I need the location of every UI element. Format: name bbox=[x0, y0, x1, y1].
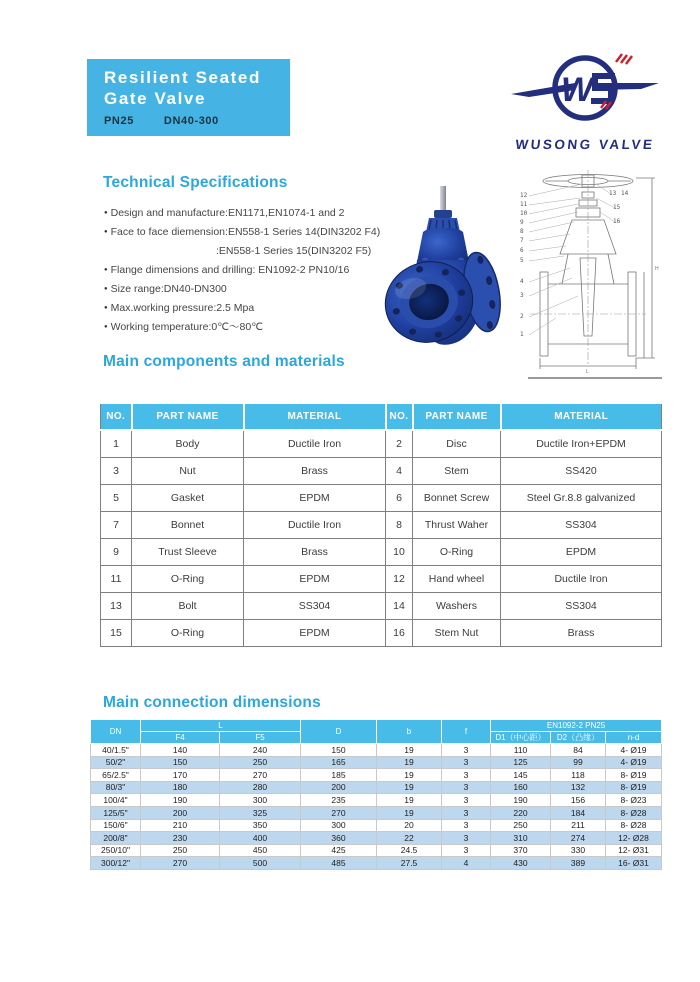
spec-item bbox=[104, 299, 404, 318]
dimensions-cell: 19 bbox=[377, 794, 442, 807]
dimensions-cell: 274 bbox=[551, 832, 606, 845]
section-heading-dimensions: Main connection dimensions bbox=[103, 694, 321, 711]
dimensions-cell: 24.5 bbox=[377, 844, 442, 857]
components-cell: Trust Sleeve bbox=[132, 538, 244, 565]
dimensions-cell: 360 bbox=[301, 832, 377, 845]
bullet-icon: ● bbox=[104, 324, 108, 330]
dimensions-cell: 500 bbox=[220, 857, 301, 870]
dimensions-cell: 250 bbox=[141, 844, 220, 857]
section-heading-components: Main components and materials bbox=[103, 353, 345, 370]
dimensions-cell: 184 bbox=[551, 806, 606, 819]
spec-text: Size range:DN40-DN300 bbox=[110, 283, 227, 295]
dimensions-cell: 3 bbox=[442, 769, 491, 782]
spec-item bbox=[104, 280, 404, 299]
col-l: L bbox=[141, 720, 301, 732]
components-cell: 5 bbox=[101, 484, 132, 511]
components-cell: 16 bbox=[386, 619, 413, 646]
components-cell: 2 bbox=[386, 430, 413, 457]
dimensions-row bbox=[91, 781, 662, 794]
valve-drawing bbox=[512, 168, 664, 386]
drawing-callout: 6 bbox=[520, 247, 524, 254]
components-cell: 9 bbox=[101, 538, 132, 565]
dimensions-cell: 230 bbox=[141, 832, 220, 845]
spec-text: Max.working pressure:2.5 Mpa bbox=[110, 302, 255, 314]
dimensions-cell: 190 bbox=[491, 794, 551, 807]
col-f: f bbox=[442, 720, 491, 744]
dimensions-row bbox=[91, 756, 662, 769]
drawing-callout: 13 bbox=[609, 190, 617, 197]
spec-item bbox=[104, 223, 404, 242]
logo-monogram-w: W bbox=[561, 71, 594, 109]
dimensions-cell: 389 bbox=[551, 857, 606, 870]
components-cell: 14 bbox=[386, 592, 413, 619]
components-cell: 13 bbox=[101, 592, 132, 619]
components-cell: Disc bbox=[413, 430, 501, 457]
dimensions-cell: 250 bbox=[491, 819, 551, 832]
dimensions-cell: 160 bbox=[491, 781, 551, 794]
dimensions-cell: 118 bbox=[551, 769, 606, 782]
pressure-rating: PN25 bbox=[104, 115, 134, 127]
components-header-row bbox=[101, 403, 662, 430]
dimensions-table bbox=[90, 719, 662, 870]
drawing-callout: 2 bbox=[520, 313, 524, 320]
product-title-line2: Gate Valve bbox=[104, 89, 207, 108]
components-cell: O-Ring bbox=[413, 538, 501, 565]
components-row bbox=[101, 565, 662, 592]
col-d2: D2（凸缘） bbox=[551, 732, 606, 744]
dimensions-cell: 8- Ø19 bbox=[606, 769, 662, 782]
components-row bbox=[101, 484, 662, 511]
dimensions-cell: 19 bbox=[377, 756, 442, 769]
dimensions-cell: 270 bbox=[141, 857, 220, 870]
dimensions-cell: 370 bbox=[491, 844, 551, 857]
dimensions-row bbox=[91, 857, 662, 870]
components-cell: Gasket bbox=[132, 484, 244, 511]
drawing-callout: 5 bbox=[520, 257, 524, 264]
components-cell: EPDM bbox=[244, 484, 386, 511]
col-material-1: MATERIAL bbox=[244, 403, 386, 430]
components-cell: EPDM bbox=[244, 565, 386, 592]
dimensions-row bbox=[91, 744, 662, 757]
components-cell: SS420 bbox=[501, 457, 662, 484]
section-heading-specs: Technical Specifications bbox=[103, 174, 288, 191]
wusong-logo-icon bbox=[503, 46, 667, 130]
spec-text: :EN558-1 Series 15(DIN3202 F5) bbox=[216, 245, 372, 257]
dimensions-cell: 450 bbox=[220, 844, 301, 857]
components-row bbox=[101, 511, 662, 538]
dimensions-cell: 150/6" bbox=[91, 819, 141, 832]
dimensions-row bbox=[91, 844, 662, 857]
drawing-callout: 1 bbox=[520, 331, 524, 338]
dimensions-cell: 200 bbox=[301, 781, 377, 794]
components-cell: 8 bbox=[386, 511, 413, 538]
components-cell: Brass bbox=[244, 457, 386, 484]
dimensions-cell: 200 bbox=[141, 806, 220, 819]
dimensions-cell: 12- Ø31 bbox=[606, 844, 662, 857]
dimensions-cell: 8- Ø28 bbox=[606, 819, 662, 832]
dimensions-cell: 235 bbox=[301, 794, 377, 807]
dimensions-cell: 4- Ø19 bbox=[606, 744, 662, 757]
col-partname-2: PART NAME bbox=[413, 403, 501, 430]
dimensions-cell: 12- Ø28 bbox=[606, 832, 662, 845]
spec-text: Flange dimensions and drilling: EN1092-2 PN10/16 bbox=[110, 264, 350, 276]
components-cell: Ductile Iron bbox=[244, 430, 386, 457]
components-cell: 10 bbox=[386, 538, 413, 565]
col-material-2: MATERIAL bbox=[501, 403, 662, 430]
col-f4: F4 bbox=[141, 732, 220, 744]
dimensions-cell: 150 bbox=[141, 756, 220, 769]
dimensions-cell: 8- Ø19 bbox=[606, 781, 662, 794]
dimensions-row bbox=[91, 794, 662, 807]
components-cell: Bonnet bbox=[132, 511, 244, 538]
bullet-icon: ● bbox=[104, 229, 108, 235]
dimensions-cell: 145 bbox=[491, 769, 551, 782]
col-d: D bbox=[301, 720, 377, 744]
drawing-callout: 14 bbox=[621, 190, 629, 197]
components-cell: 3 bbox=[101, 457, 132, 484]
dimensions-cell: 300 bbox=[301, 819, 377, 832]
components-cell: Ductile Iron bbox=[501, 565, 662, 592]
col-no-1: NO. bbox=[101, 403, 132, 430]
dimensions-cell: 3 bbox=[442, 844, 491, 857]
components-cell: 6 bbox=[386, 484, 413, 511]
dimensions-cell: 430 bbox=[491, 857, 551, 870]
dimensions-cell: 485 bbox=[301, 857, 377, 870]
dimensions-cell: 65/2.5" bbox=[91, 769, 141, 782]
components-cell: Thrust Waher bbox=[413, 511, 501, 538]
components-cell: Body bbox=[132, 430, 244, 457]
drawing-callout: 15 bbox=[613, 204, 621, 211]
company-logo bbox=[503, 46, 667, 152]
components-cell: Stem bbox=[413, 457, 501, 484]
dimensions-cell: 240 bbox=[220, 744, 301, 757]
dimensions-row bbox=[91, 819, 662, 832]
spec-item bbox=[216, 242, 404, 261]
bullet-icon: ● bbox=[104, 210, 108, 216]
drawing-callout: 8 bbox=[520, 228, 524, 235]
col-f5: F5 bbox=[220, 732, 301, 744]
dimensions-row bbox=[91, 769, 662, 782]
components-cell: Bolt bbox=[132, 592, 244, 619]
dimensions-cell: 250/10" bbox=[91, 844, 141, 857]
spec-list bbox=[104, 204, 404, 337]
col-nd: n-d bbox=[606, 732, 662, 744]
dimensions-cell: 325 bbox=[220, 806, 301, 819]
components-cell: Brass bbox=[501, 619, 662, 646]
col-partname-1: PART NAME bbox=[132, 403, 244, 430]
dimensions-cell: 80/3" bbox=[91, 781, 141, 794]
dimensions-cell: 3 bbox=[442, 819, 491, 832]
components-cell: SS304 bbox=[501, 511, 662, 538]
dimensions-cell: 19 bbox=[377, 806, 442, 819]
drawing-callout: 16 bbox=[613, 218, 621, 225]
spec-text: Design and manufacture:EN1171,EN1074-1 and 2 bbox=[110, 207, 345, 219]
components-cell: Washers bbox=[413, 592, 501, 619]
product-title-line1: Resilient Seated bbox=[104, 68, 261, 87]
dimensions-tbody bbox=[91, 744, 662, 870]
dimensions-cell: 3 bbox=[442, 806, 491, 819]
components-cell: 12 bbox=[386, 565, 413, 592]
components-cell: Brass bbox=[244, 538, 386, 565]
product-title-block bbox=[87, 59, 290, 136]
components-cell: O-Ring bbox=[132, 619, 244, 646]
components-cell: Ductile Iron+EPDM bbox=[501, 430, 662, 457]
components-cell: Ductile Iron bbox=[244, 511, 386, 538]
dimensions-cell: 270 bbox=[220, 769, 301, 782]
dimensions-cell: 100/4" bbox=[91, 794, 141, 807]
dimensions-cell: 19 bbox=[377, 781, 442, 794]
dimensions-cell: 3 bbox=[442, 781, 491, 794]
components-cell: Hand wheel bbox=[413, 565, 501, 592]
components-table bbox=[100, 402, 662, 647]
dimensions-cell: 3 bbox=[442, 794, 491, 807]
dim-label-l: L bbox=[586, 369, 589, 375]
dimensions-header-row1 bbox=[91, 720, 662, 732]
bullet-icon: ● bbox=[104, 305, 108, 311]
components-cell: SS304 bbox=[244, 592, 386, 619]
dimensions-cell: 350 bbox=[220, 819, 301, 832]
components-row bbox=[101, 619, 662, 646]
dimensions-cell: 156 bbox=[551, 794, 606, 807]
components-cell: Nut bbox=[132, 457, 244, 484]
components-tbody bbox=[101, 430, 662, 646]
spec-item bbox=[104, 261, 404, 280]
dimensions-cell: 3 bbox=[442, 744, 491, 757]
dimensions-cell: 132 bbox=[551, 781, 606, 794]
drawing-callout: 9 bbox=[520, 219, 524, 226]
dimensions-cell: 300/12" bbox=[91, 857, 141, 870]
components-cell: SS304 bbox=[501, 592, 662, 619]
drawing-callout: 4 bbox=[520, 278, 524, 285]
dimensions-cell: 99 bbox=[551, 756, 606, 769]
dimensions-cell: 270 bbox=[301, 806, 377, 819]
spec-text: Working temperature:0℃～80℃ bbox=[110, 321, 263, 333]
brand-name: WUSONG VALVE bbox=[514, 137, 656, 152]
dimensions-cell: 250 bbox=[220, 756, 301, 769]
dimensions-cell: 22 bbox=[377, 832, 442, 845]
components-cell: 15 bbox=[101, 619, 132, 646]
drawing-callout: 3 bbox=[520, 292, 524, 299]
drawing-callout: 7 bbox=[520, 237, 524, 244]
dimensions-cell: 84 bbox=[551, 744, 606, 757]
components-cell: 4 bbox=[386, 457, 413, 484]
dimensions-cell: 210 bbox=[141, 819, 220, 832]
dimensions-row bbox=[91, 806, 662, 819]
dimensions-cell: 425 bbox=[301, 844, 377, 857]
dimensions-row bbox=[91, 832, 662, 845]
spec-item bbox=[104, 318, 404, 337]
dimensions-cell: 180 bbox=[141, 781, 220, 794]
dimensions-cell: 140 bbox=[141, 744, 220, 757]
dimensions-cell: 19 bbox=[377, 744, 442, 757]
dimensions-cell: 150 bbox=[301, 744, 377, 757]
dimensions-cell: 19 bbox=[377, 769, 442, 782]
dimensions-cell: 280 bbox=[220, 781, 301, 794]
dimensions-cell: 330 bbox=[551, 844, 606, 857]
components-cell: 1 bbox=[101, 430, 132, 457]
dimensions-cell: 40/1.5" bbox=[91, 744, 141, 757]
components-cell: 11 bbox=[101, 565, 132, 592]
dimensions-cell: 190 bbox=[141, 794, 220, 807]
dimensions-cell: 211 bbox=[551, 819, 606, 832]
dimensions-cell: 16- Ø31 bbox=[606, 857, 662, 870]
dimensions-cell: 50/2" bbox=[91, 756, 141, 769]
col-en1092: EN1092-2 PN25 bbox=[491, 720, 662, 732]
bullet-icon: ● bbox=[104, 286, 108, 292]
size-range: DN40-300 bbox=[163, 115, 219, 127]
dimensions-cell: 400 bbox=[220, 832, 301, 845]
dimensions-cell: 27.5 bbox=[377, 857, 442, 870]
dimensions-cell: 3 bbox=[442, 832, 491, 845]
components-row bbox=[101, 538, 662, 565]
dimensions-cell: 8- Ø28 bbox=[606, 806, 662, 819]
components-cell: Bonnet Screw bbox=[413, 484, 501, 511]
valve-photo bbox=[383, 186, 505, 358]
dimensions-cell: 300 bbox=[220, 794, 301, 807]
dimensions-cell: 8- Ø23 bbox=[606, 794, 662, 807]
dimensions-cell: 125 bbox=[491, 756, 551, 769]
valve-drawing-lines bbox=[512, 168, 664, 386]
components-cell: Stem Nut bbox=[413, 619, 501, 646]
dimensions-cell: 3 bbox=[442, 756, 491, 769]
components-cell: 7 bbox=[101, 511, 132, 538]
components-cell: EPDM bbox=[501, 538, 662, 565]
components-row bbox=[101, 592, 662, 619]
dimensions-cell: 220 bbox=[491, 806, 551, 819]
components-cell: EPDM bbox=[244, 619, 386, 646]
spec-text: Face to face diemension:EN558-1 Series 14(DIN3202 F4) bbox=[110, 226, 381, 238]
drawing-callout: 11 bbox=[520, 201, 528, 208]
dimensions-cell: 110 bbox=[491, 744, 551, 757]
valve-stem bbox=[440, 186, 446, 214]
dimensions-cell: 4- Ø19 bbox=[606, 756, 662, 769]
dimensions-cell: 170 bbox=[141, 769, 220, 782]
dimensions-cell: 125/5" bbox=[91, 806, 141, 819]
spec-item bbox=[104, 204, 404, 223]
col-no-2: NO. bbox=[386, 403, 413, 430]
col-d1: D1（中心距） bbox=[491, 732, 551, 744]
bullet-icon: ● bbox=[104, 267, 108, 273]
components-row bbox=[101, 457, 662, 484]
dimensions-cell: 185 bbox=[301, 769, 377, 782]
dimensions-cell: 310 bbox=[491, 832, 551, 845]
components-cell: O-Ring bbox=[132, 565, 244, 592]
components-row bbox=[101, 430, 662, 457]
dim-label-h: H bbox=[655, 266, 659, 272]
drawing-callout: 12 bbox=[520, 192, 528, 199]
dimensions-cell: 20 bbox=[377, 819, 442, 832]
components-cell: Steel Gr.8.8 galvanized bbox=[501, 484, 662, 511]
dimensions-cell: 165 bbox=[301, 756, 377, 769]
col-b: b bbox=[377, 720, 442, 744]
col-dn: DN bbox=[91, 720, 141, 744]
dimensions-cell: 4 bbox=[442, 857, 491, 870]
dimensions-cell: 200/8" bbox=[91, 832, 141, 845]
drawing-callout: 10 bbox=[520, 210, 528, 217]
